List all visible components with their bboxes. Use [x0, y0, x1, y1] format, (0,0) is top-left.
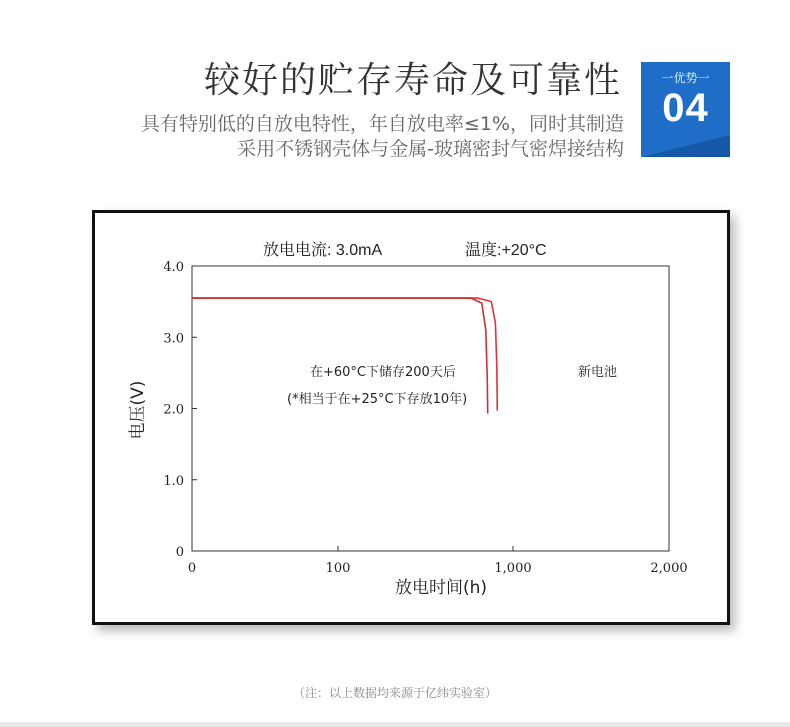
- y-axis-label: 电压(V): [128, 380, 148, 440]
- x-tick-label: 0: [187, 561, 197, 576]
- badge-corner-shape: [641, 135, 730, 157]
- plot-area: [192, 266, 669, 551]
- y-tick-label: 1.0: [163, 473, 184, 489]
- axis-ticks: [192, 266, 669, 551]
- tick-labels: [163, 260, 687, 576]
- y-tick-label: 0: [175, 545, 184, 560]
- bottom-divider: [0, 722, 790, 727]
- chart-panel: [92, 210, 730, 625]
- annotation-line-1: 在+60°C下储存200天后: [310, 365, 456, 380]
- x-tick-label: 2,000: [650, 561, 688, 576]
- x-axis-label: 放电时间(h): [394, 578, 488, 598]
- x-tick-label: 1,000: [494, 561, 532, 576]
- badge-number: 04: [662, 86, 709, 130]
- annotation-line-2: (*相当于在+25°C下存放10年): [287, 392, 468, 407]
- chart-title: 放电电流: 3.0mA: [263, 242, 383, 259]
- y-tick-label: 2.0: [163, 402, 184, 418]
- feature-description-line-1: 具有特别低的自放电特性，年自放电率≤1%，同时其制造: [140, 113, 624, 135]
- series-label-new-battery: 新电池: [578, 365, 618, 380]
- data-source-note: （注：以上数据均来源于亿纬实验室）: [292, 686, 497, 700]
- chart-subtitle: 温度:+20°C: [465, 242, 547, 259]
- feature-description-line-2: 采用不锈钢壳体与金属-玻璃密封气密焊接结构: [237, 138, 624, 160]
- page-title: 较好的贮存寿命及可靠性: [203, 60, 622, 101]
- x-tick-label: 100: [325, 561, 351, 576]
- badge-label: 一优势一: [661, 71, 710, 85]
- advantage-badge: [641, 62, 730, 157]
- y-tick-label: 3.0: [163, 331, 184, 347]
- discharge-chart: [95, 213, 727, 622]
- y-tick-label: 4.0: [163, 260, 184, 275]
